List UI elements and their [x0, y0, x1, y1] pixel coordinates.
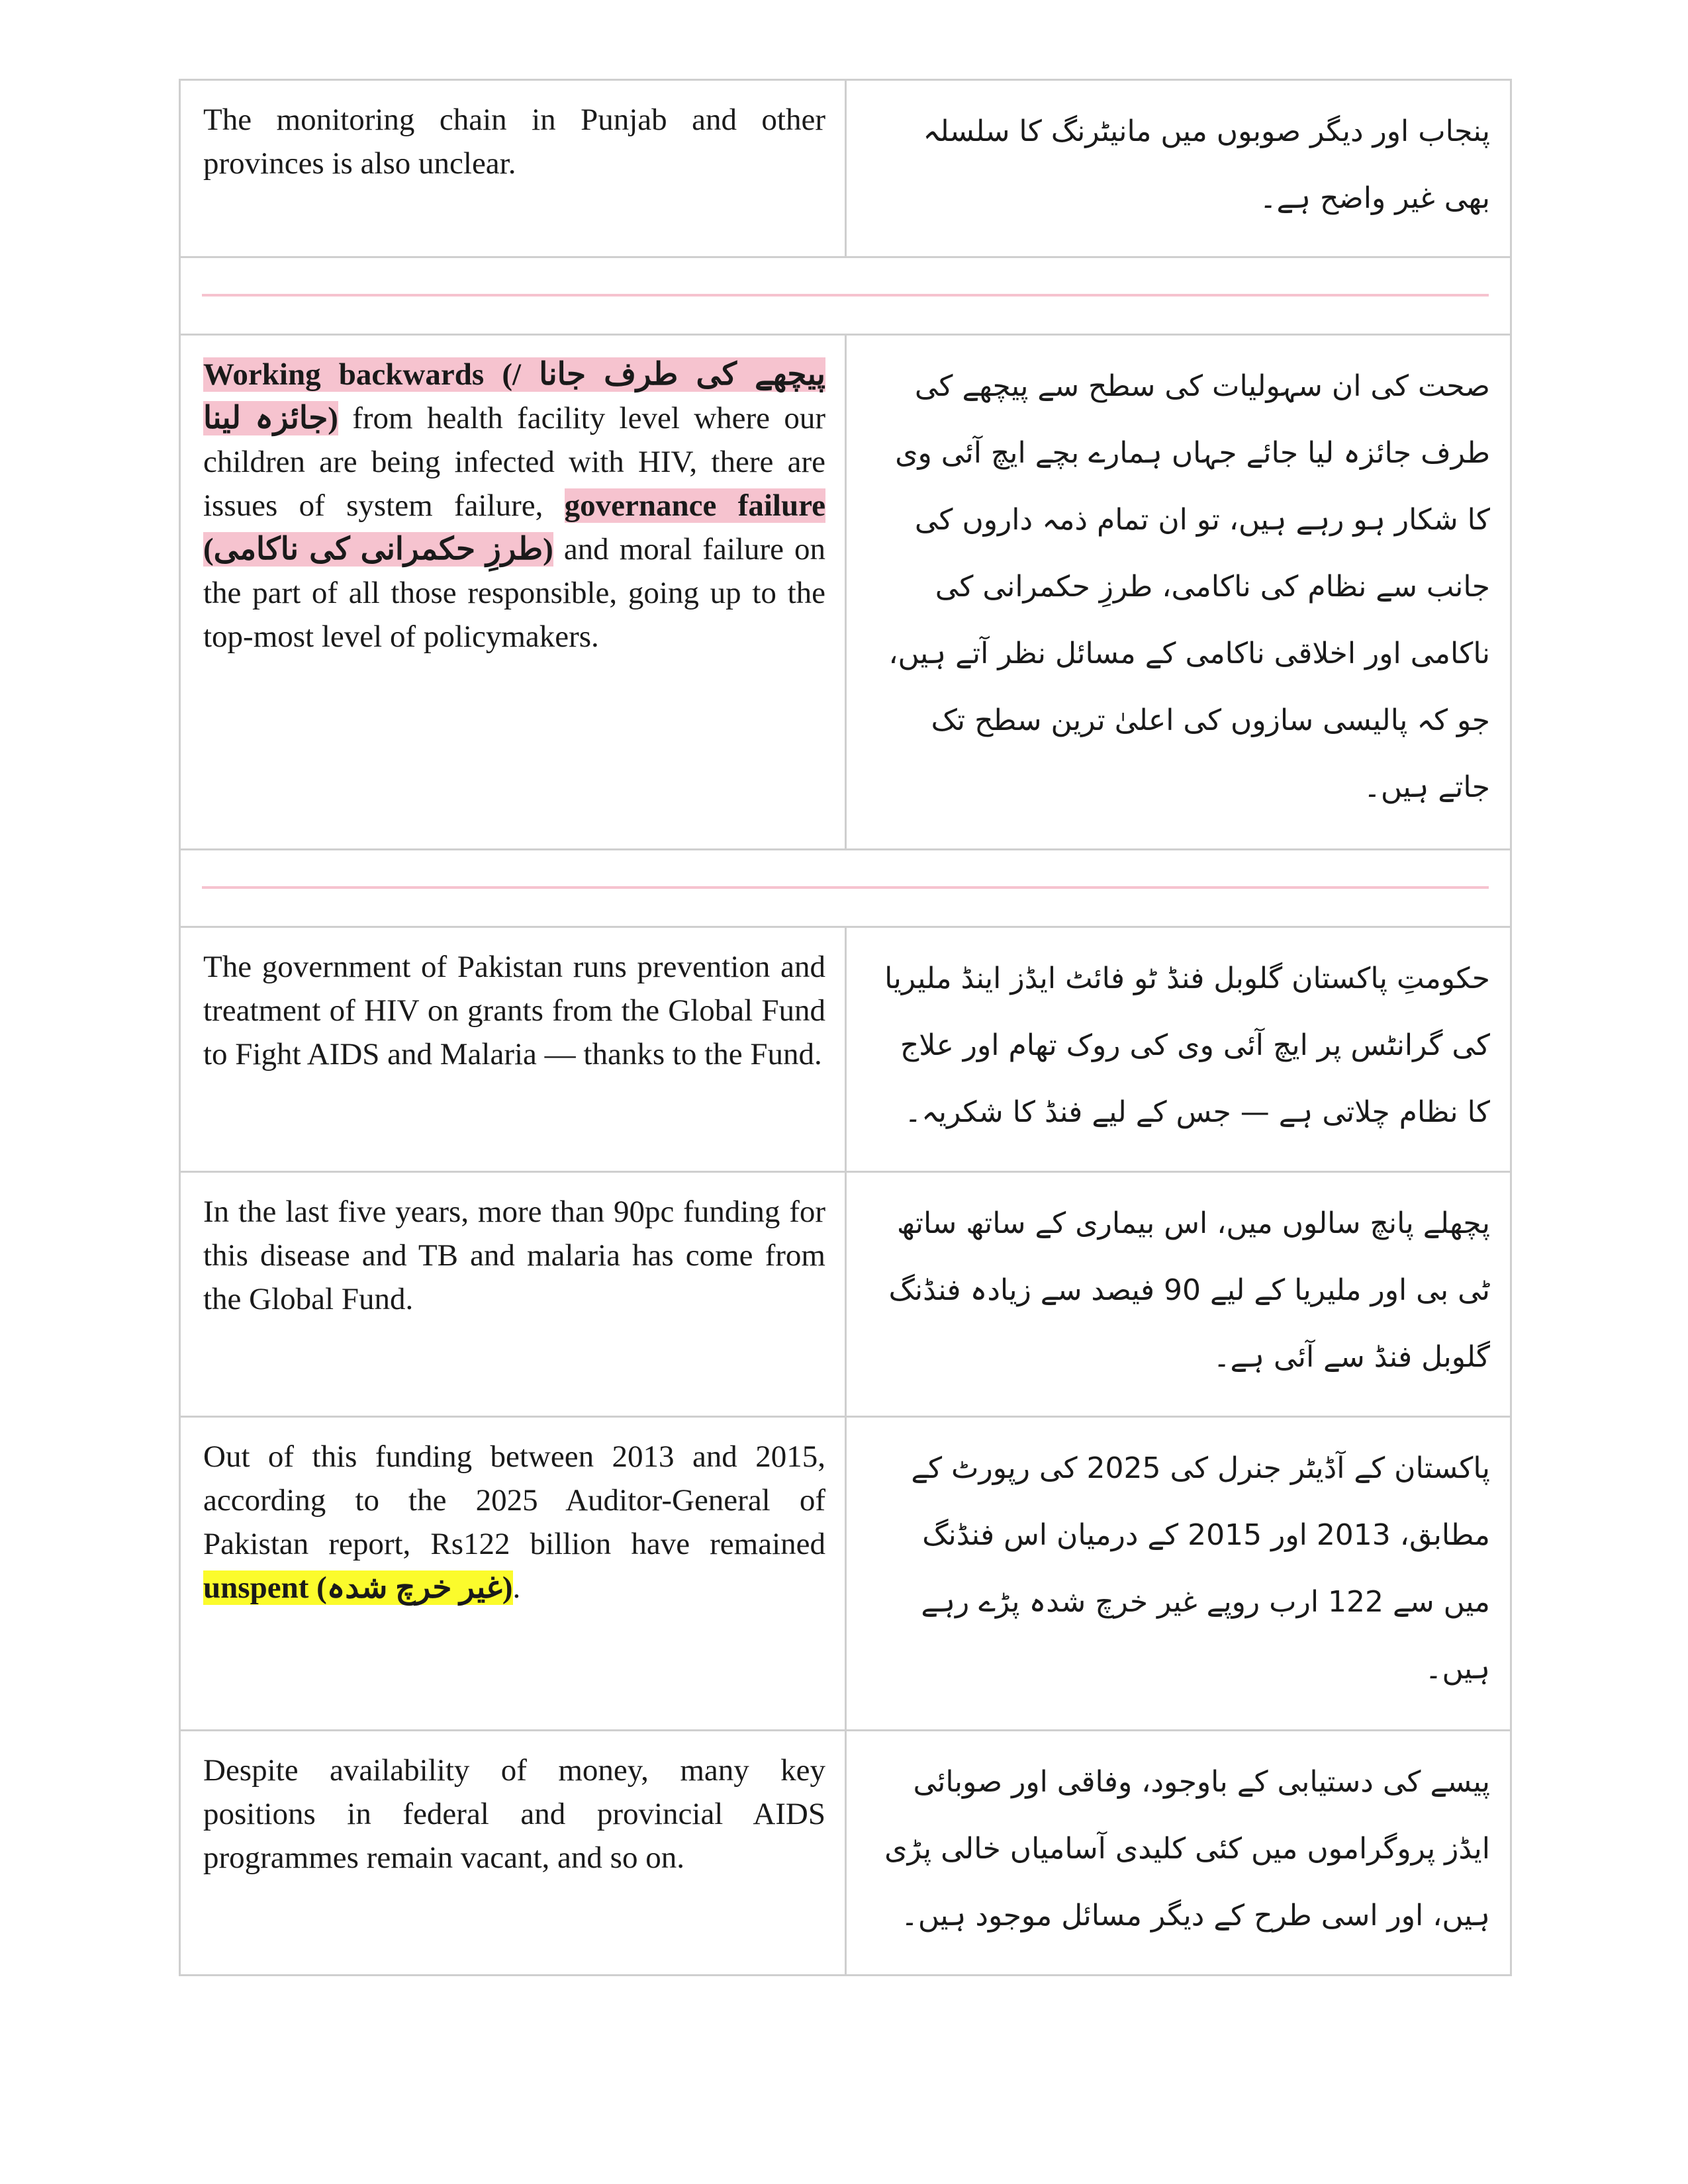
english-text: In the last five years, more than 90pc funding for this disease and TB and malaria has come from the Global Fund.	[203, 1195, 825, 1316]
separator-cell	[180, 257, 1511, 335]
separator-cell	[180, 850, 1511, 927]
table-row	[180, 1172, 1511, 1417]
english-text	[181, 336, 847, 672]
separator-row	[180, 850, 1511, 927]
separator-row	[180, 257, 1511, 335]
table-row	[180, 927, 1511, 1172]
urdu-text: پچھلے پانچ سالوں میں، اس بیماری کے ساتھ ساتھ ٹی بی اور ملیریا کے لیے 90 فیصد سے زیادہ فنڈنگ گلوبل فنڈ سے آئی ہے۔	[888, 1206, 1490, 1374]
english-text-segment: and moral failure on the part of all those responsible, going up to the top-most level of policymakers.	[203, 532, 825, 654]
separator-line	[202, 294, 1489, 296]
translation-table	[179, 79, 1512, 1976]
glossary-term-highlight: unspent (غیر خرچ شدہ)	[203, 1570, 513, 1605]
urdu-cell	[845, 80, 1511, 257]
english-cell	[180, 1417, 846, 1731]
urdu-cell	[845, 1417, 1511, 1731]
urdu-text: پیسے کی دستیابی کے باوجود، وفاقی اور صوبائی ایڈز پروگراموں میں کئی کلیدی آسامیاں خالی پڑی ہیں، اور اسی طرح کے دیگر مسائل موجود ہیں۔	[884, 1765, 1490, 1933]
english-cell	[180, 335, 846, 850]
table-row	[180, 80, 1511, 257]
urdu-text: حکومتِ پاکستان گلوبل فنڈ ٹو فائٹ ایڈز اینڈ ملیریا کی گرانٹس پر ایچ آئی وی کی روک تھام اور علاج کا نظام چلاتی ہے — جس کے لیے فنڈ کا شکریہ۔	[884, 962, 1490, 1129]
urdu-text: پاکستان کے آڈیٹر جنرل کی 2025 کی رپورٹ کے مطابق، 2013 اور 2015 کے درمیان اس فنڈنگ میں سے 122 ارب روپے غیر خرچ شدہ پڑے رہے ہیں۔	[911, 1451, 1490, 1686]
glossary-term-highlight: Working backwards (پیچھے کی طرف جانا / جائزہ لینا)	[203, 357, 825, 435]
english-text: The monitoring chain in Punjab and other provinces is also unclear.	[203, 103, 825, 181]
english-text: The government of Pakistan runs prevention and treatment of HIV on grants from the Global Fund to Fight AIDS and Malaria — thanks to the Fund.	[203, 950, 825, 1071]
english-text-segment: .	[512, 1570, 521, 1605]
table-row	[180, 1417, 1511, 1731]
urdu-cell	[845, 927, 1511, 1172]
english-text	[181, 1418, 847, 1623]
english-cell	[180, 1731, 846, 1976]
english-text-segment: Out of this funding between 2013 and 2015, according to the 2025 Auditor-General of Pakistan report, Rs122 billion have remained	[203, 1439, 825, 1561]
english-cell	[180, 80, 846, 257]
urdu-text: صحت کی ان سہولیات کی سطح سے پیچھے کی طرف جائزہ لیا جائے جہاں ہمارے بچے ایچ آئی وی کا شکار ہو رہے ہیں، تو ان تمام ذمہ داروں کی جانب سے نظام کی ناکامی، طرزِ حکمرانی کی ناکامی اور اخلاقی ناکامی کے مسائل نظر آتے ہیں، جو کہ پالیسی سازوں کی اعلیٰ ترین سطح تک جاتے ہیں۔	[888, 369, 1490, 804]
table-row	[180, 335, 1511, 850]
english-cell	[180, 1172, 846, 1417]
english-text: Despite availability of money, many key positions in federal and provincial AIDS programmes remain vacant, and so on.	[203, 1753, 825, 1875]
urdu-cell	[845, 1172, 1511, 1417]
urdu-text: پنجاب اور دیگر صوبوں میں مانیٹرنگ کا سلسلہ بھی غیر واضح ہے۔	[923, 114, 1490, 215]
english-cell	[180, 927, 846, 1172]
english-text-segment: from health facility level where our children are being infected with HIV, there are issues of system failure,	[203, 401, 825, 523]
urdu-cell	[845, 1731, 1511, 1976]
glossary-term-highlight: governance failure (طرزِ حکمرانی کی ناکامی)	[203, 488, 825, 567]
table-row	[180, 1731, 1511, 1976]
urdu-cell	[845, 335, 1511, 850]
separator-line	[202, 886, 1489, 889]
